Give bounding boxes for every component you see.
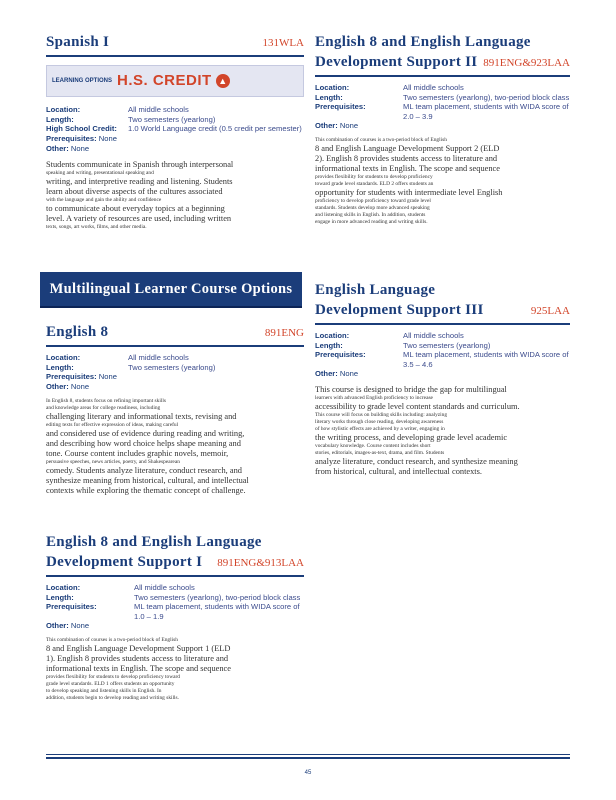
course-title-line2: Development Support II	[315, 54, 478, 70]
footer-rule-thin	[46, 754, 570, 755]
course-header-spanish	[46, 32, 304, 57]
description-line: 8 and English Language Development Support 1 (ELD	[46, 644, 231, 653]
description-line: 8 and English Language Development Support 2 (ELD	[315, 144, 500, 153]
info-value: Two semesters (yearlong), two-period block class	[134, 592, 301, 602]
info-key: Other:	[46, 621, 69, 630]
description-line: addition, students begin to develop reading and writing skills.	[46, 695, 179, 701]
course-code: 925LAA	[530, 305, 570, 317]
description-line: stories, editorials, images-as-text, drama, and film. Students	[315, 450, 445, 456]
course-title-line1: English 8 and English Language	[46, 534, 262, 550]
course-code: 891ENG	[264, 327, 304, 339]
description-line: texts, songs, art works, films, and other media.	[46, 223, 147, 230]
course-header-eld-1	[46, 532, 304, 577]
info-key: Length:	[315, 340, 343, 350]
multilingual-section-banner: Multilingual Learner Course Options	[40, 272, 302, 308]
other	[315, 369, 570, 379]
info-value: All middle schools	[128, 105, 189, 114]
description-line: informational texts in English. The scope and sequence	[46, 664, 231, 673]
description-line: comedy. Students analyze literature, conduct research, and	[46, 466, 242, 475]
info-value: Two semesters (yearlong)	[128, 114, 216, 124]
description-line: vocabulary knowledge. Course content includes short	[315, 443, 431, 449]
info-key: Prerequisites:	[46, 602, 97, 611]
course-info	[46, 105, 304, 134]
description-line: This course is designed to bridge the gap for multilingual	[315, 385, 507, 394]
description-line: proficiency to develop proficiency toward grade level	[315, 198, 431, 204]
info-key: Other:	[46, 382, 69, 391]
description-line: speaking and writing, presentational speaking and	[46, 169, 154, 176]
page-number: 45	[304, 770, 312, 776]
description-line: tone. Course content includes graphic novels, memoir,	[46, 449, 229, 458]
info-key: Length:	[46, 592, 74, 602]
info-key: Location:	[315, 83, 350, 92]
description-line: of how stylistic effects are achieved by a writer, engaging in	[315, 426, 445, 432]
course-header-eld-3	[315, 280, 570, 325]
prerequisites	[46, 372, 304, 382]
description-line: 2). English 8 provides students access to literature and	[315, 154, 498, 163]
description-line: In English 8, students focus on refining important skills	[46, 398, 166, 404]
description-line: 1). English 8 provides students access to literature and	[46, 654, 229, 663]
hs-credit-label: H.S. CREDIT	[117, 72, 212, 89]
description-line: grade level standards. ELD 1 offers students an opportunity	[46, 681, 175, 687]
course-title-line1: English Language	[315, 282, 436, 298]
description-line: writing, and interpretive reading and listening. Students	[46, 176, 233, 186]
description-line: synthesize meaning from historical, cultural, and intellectual	[46, 476, 249, 485]
prerequisites	[46, 134, 304, 144]
info-value: None	[339, 369, 359, 378]
course-description	[315, 385, 570, 477]
info-value: None	[98, 133, 117, 143]
description-line: level. A variety of resources are used, including written	[46, 213, 232, 223]
other	[46, 621, 304, 631]
description-line: accessibility to grade level content standards and curriculum.	[315, 402, 520, 411]
course-description	[46, 398, 304, 496]
description-line: with the language and gain the ability and confidence	[46, 196, 162, 203]
info-key: Other:	[315, 121, 338, 130]
info-value: All middle schools	[403, 331, 464, 340]
other	[46, 144, 304, 154]
info-value: None	[339, 121, 359, 130]
info-value: ML team placement, students with WIDA score of 3.5 – 4.6	[403, 350, 569, 369]
description-line: to communicate about everyday topics at a beginning	[46, 203, 225, 213]
course-english-8	[46, 322, 304, 496]
info-key: Prerequisites:	[315, 102, 366, 111]
description-line: and listening skills in English. In addition, students	[315, 212, 426, 218]
description-line: the writing process, and developing grade level academic	[315, 433, 508, 442]
course-header-english-8	[46, 322, 304, 347]
description-line: literary works through close reading, developing awareness	[315, 419, 444, 425]
info-value: Two semesters (yearlong), two-period block class	[403, 92, 570, 102]
other	[46, 382, 304, 392]
description-line: persuasive speeches, news articles, poetry, and Shakespearean	[46, 459, 180, 465]
course-title-line1: English 8 and English Language	[315, 34, 531, 50]
description-line: provides flexibility for students to develop proficiency	[315, 174, 433, 180]
description-line: provides flexibility for students to develop proficiency toward	[46, 674, 180, 680]
left-column	[46, 32, 304, 231]
other	[315, 121, 570, 131]
description-line: This course will focus on building skills including: analyzing	[315, 412, 448, 418]
info-key: Length:	[315, 92, 343, 102]
course-info	[315, 83, 570, 121]
description-line: learners with advanced English proficiency to increase	[315, 395, 433, 401]
info-key: Length:	[46, 362, 74, 372]
learning-options-label: LEARNING OPTIONS	[51, 78, 112, 84]
description-line: contexts while exploring the thematic concept of challenge.	[46, 486, 246, 495]
info-value: Two semesters (yearlong)	[128, 362, 216, 372]
info-key: Prerequisites:	[315, 350, 366, 359]
course-info	[46, 583, 304, 621]
course-description	[46, 160, 304, 231]
description-line: opportunity for students with intermediate level English	[315, 188, 503, 197]
course-title: English 8	[46, 324, 109, 340]
description-line: This combination of courses is a two-period block of English	[46, 637, 178, 643]
info-key: Prerequisites:	[46, 372, 97, 381]
description-line: informational texts in English. The scope and sequence	[315, 164, 500, 173]
description-line: to develop speaking and listening skills in English. In	[46, 688, 162, 694]
course-title-line2: Development Support I	[46, 554, 203, 570]
course-info	[46, 353, 304, 372]
info-value: All middle schools	[134, 583, 195, 592]
course-title-line2: Development Support III	[315, 302, 484, 318]
description-line: and knowledge areas for college readiness, including	[46, 405, 161, 411]
course-info	[315, 331, 570, 369]
footer-rule-thick	[46, 757, 570, 759]
hs-credit-banner	[46, 65, 304, 97]
description-line: learn about diverse aspects of the cultures associated	[46, 186, 223, 196]
info-value: All middle schools	[403, 83, 464, 92]
info-value: Two semesters (yearlong)	[403, 340, 491, 350]
info-value: 1.0 World Language credit (0.5 credit per semester)	[128, 124, 302, 133]
info-key: Location:	[46, 353, 81, 362]
course-eld-3	[315, 280, 570, 477]
description-line: Students communicate in Spanish through interpersonal	[46, 159, 234, 169]
info-value: None	[70, 143, 90, 153]
course-description	[315, 137, 570, 226]
graduation-cap-icon: ▲	[216, 74, 230, 88]
description-line: and considered use of evidence during reading and writing,	[46, 429, 245, 438]
info-key: Location:	[315, 331, 350, 340]
info-key: Length:	[46, 114, 74, 124]
info-key: Prerequisites:	[46, 133, 97, 143]
course-code: 891ENG&913LAA	[217, 557, 304, 569]
course-eld-1	[46, 532, 304, 702]
description-line: from historical, cultural, and intellectual contexts.	[315, 467, 482, 476]
description-line: and describing how word choice helps shape meaning and	[46, 439, 241, 448]
description-line: toward grade level standards. ELD 2 offers students an	[315, 181, 434, 187]
info-key: High School Credit:	[46, 124, 117, 133]
description-line: standards. Students develop more advanced speaking	[315, 205, 430, 211]
description-line: editing texts for effective expression of ideas, making careful	[46, 422, 179, 428]
info-key: Other:	[315, 369, 338, 378]
info-value: None	[70, 382, 90, 391]
info-value: ML team placement, students with WIDA score of 1.0 – 1.9	[134, 602, 300, 621]
description-line: engage in more advanced reading and writing skills.	[315, 219, 428, 225]
info-value: ML team placement, students with WIDA score of 2.0 – 3.9	[403, 102, 569, 121]
course-title: Spanish I	[46, 34, 110, 50]
info-value: None	[70, 621, 90, 630]
description-line: analyze literature, conduct research, and synthesize meaning	[315, 457, 518, 466]
course-code: 891ENG&923LAA	[483, 57, 570, 69]
description-line: This combination of courses is a two-period block of English	[315, 137, 447, 143]
info-value: All middle schools	[128, 353, 189, 362]
course-description	[46, 637, 304, 702]
description-line: challenging literary and informational texts, revising and	[46, 412, 237, 421]
info-value: None	[98, 372, 117, 381]
course-code: 131WLA	[262, 37, 304, 49]
info-key: Other:	[46, 143, 69, 153]
info-key: Location:	[46, 583, 81, 592]
course-header-eld-2	[315, 32, 570, 77]
right-column	[315, 32, 570, 226]
info-key: Location:	[46, 105, 81, 114]
